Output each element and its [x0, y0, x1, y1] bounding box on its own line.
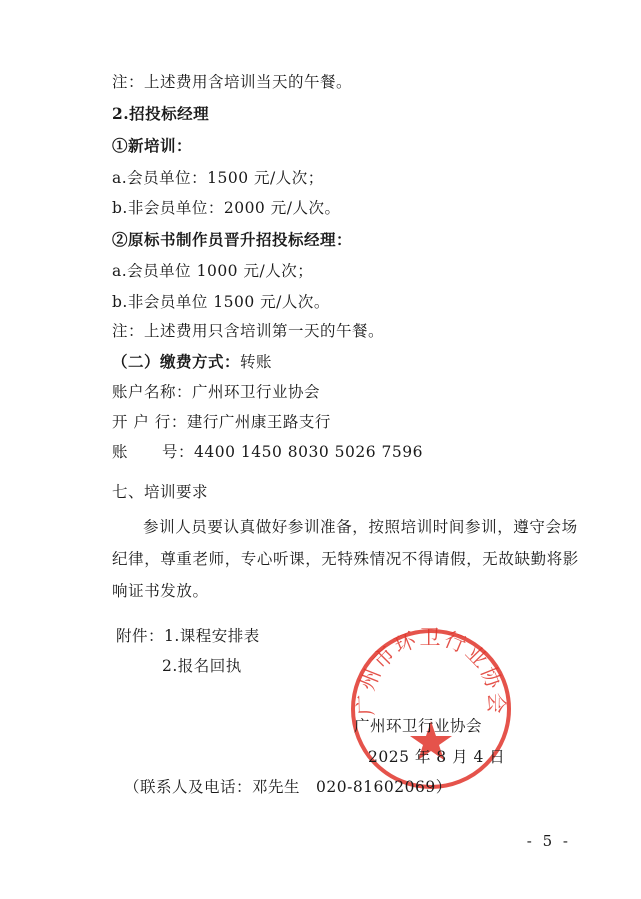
- payment-method-line: [112, 352, 272, 372]
- promotion-heading: ②原标书制作员晋升招投标经理：: [112, 230, 353, 249]
- account-name: 账户名称：广州环卫行业协会: [112, 383, 321, 401]
- section-2-title: 2.招投标经理: [112, 104, 210, 123]
- fee-note-2: 注：上述费用只含培训第一天的午餐。: [112, 322, 385, 340]
- section-7-title: 七、培训要求: [112, 483, 209, 501]
- member-fee-2: a.会员单位 1000 元/人次；: [112, 262, 314, 280]
- attachment-2: 2.报名回执: [162, 657, 242, 675]
- nonmember-fee-1: b.非会员单位：2000 元/人次。: [112, 199, 341, 217]
- requirement-paragraph: 参训人员要认真做好参训准备，按照培训时间参训，遵守会场纪律，尊重老师，专心听课，无特殊情况不得请假，无故缺勤将影响证书发放。: [112, 518, 579, 600]
- signature-organization: 广州环卫行业协会: [354, 717, 483, 735]
- bank-branch: 开 户 行：建行广州康王路支行: [112, 413, 331, 431]
- page-number: - 5 -: [526, 832, 571, 850]
- nonmember-fee-2: b.非会员单位 1500 元/人次。: [112, 293, 330, 311]
- contact-info: （联系人及电话：邓先生 020-81602069）: [124, 778, 452, 796]
- seal-text: 广州市环卫行业协会: [353, 626, 509, 716]
- account-number-label: 账: [112, 443, 129, 461]
- fee-note-1: 注：上述费用含培训当天的午餐。: [112, 73, 353, 91]
- payment-method-value: 转账: [240, 353, 273, 371]
- new-training-heading: ①新培训：: [112, 136, 193, 155]
- signature-date: 2025 年 8 月 4 日: [368, 748, 506, 766]
- account-number: 号：4400 1450 8030 5026 7596: [162, 443, 423, 461]
- attachment-1: 附件：1.课程安排表: [116, 627, 260, 645]
- account-number-line: [112, 442, 423, 462]
- member-fee-1: a.会员单位：1500 元/人次；: [112, 169, 324, 187]
- svg-text:广州市环卫行业协会: [354, 626, 508, 716]
- official-seal-icon: [348, 626, 514, 792]
- payment-method-label: （二）缴费方式：: [112, 352, 241, 371]
